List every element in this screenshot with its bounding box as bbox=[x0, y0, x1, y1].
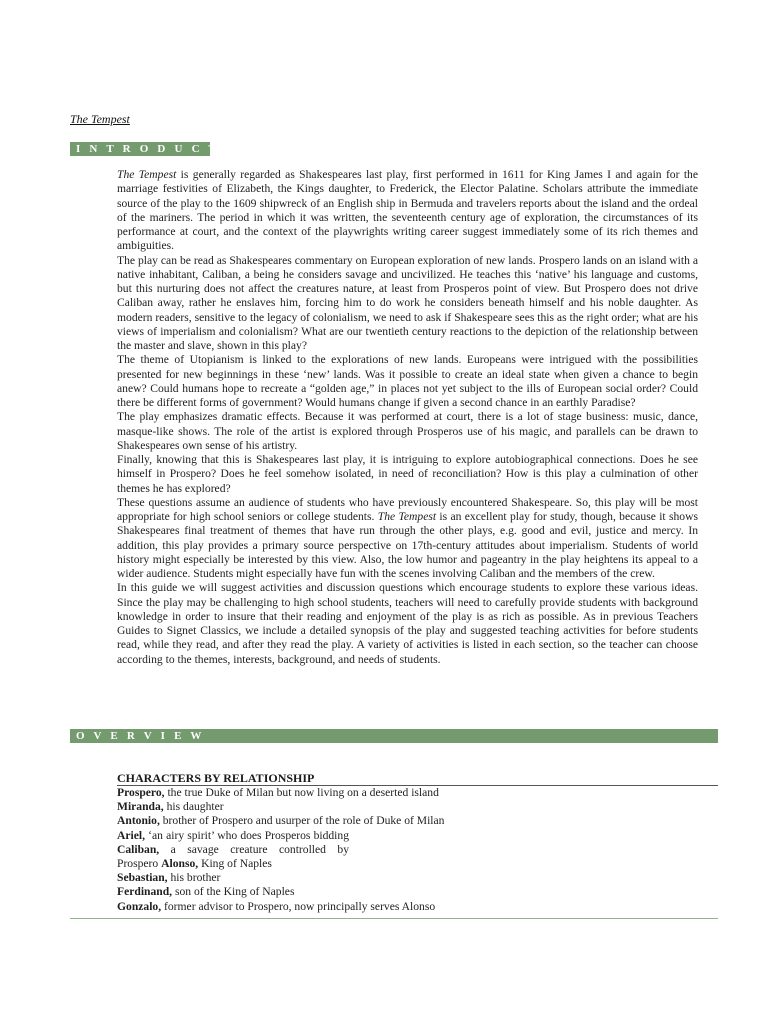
document-title: The Tempest bbox=[70, 112, 130, 126]
character-miranda bbox=[117, 800, 517, 814]
character-description: son of the King of Naples bbox=[172, 885, 295, 899]
character-description: former advisor to Prospero, now principally serves Alonso bbox=[161, 899, 436, 913]
character-name: Sebastian, bbox=[117, 871, 168, 885]
characters-list bbox=[117, 786, 517, 914]
character-description: his daughter bbox=[163, 800, 224, 814]
intro-paragraph-2: The play can be read as Shakespeares commentary on European exploration of new lands. Prospero lands on an island with a native inhabitant, Caliban, a being he considers savage and uncivilized. He teaches this ‘native’ his language and customs, but this nurturing does not affect the creatures nature, at least from Prosperos point of view. But Prospero does not drive Caliban away, rather he enslaves him, forcing him to do work he considers beneath himself and his noble daughter. As modern readers, sensitive to the legacy of colonialism, we need to ask if Shakespeare sees this as the right order; what are his views of imperialism and colonialism? What are our twentieth century reactions to the depiction of the relationship between the master and slave, shown in this play? bbox=[117, 253, 698, 352]
character-name: Alonso, bbox=[161, 857, 199, 871]
character-sebastian bbox=[117, 871, 517, 885]
character-description: the true Duke of Milan but now living on a deserted island bbox=[164, 786, 439, 799]
intro-paragraph-6-text-b: is an excellent play for study, though, because it shows Shakespeares final treatment of themes that have run through the other plays, e.g. good and evil, justice and mercy. In addition, this play provides a primary source perspective on 17th-century attitudes about imperialism. Students of world history might especially be interested by this view. Also, the low humor and pageantry in the play heightens its appeal to a wider audience. Students might especially have fun with the scenes involving Caliban and the members of the crew. bbox=[117, 510, 698, 580]
character-name: Caliban, bbox=[117, 842, 160, 856]
character-name: Antonio, bbox=[117, 814, 160, 828]
play-title-italic: The Tempest bbox=[117, 168, 177, 181]
character-ariel-caliban-alonso bbox=[117, 829, 349, 872]
intro-paragraph-4: The play emphasizes dramatic effects. Because it was performed at court, there is a lot of stage business: music, dance, masque-like shows. The role of the artist is explored through Prosperos use of his magic, and parallels can be drawn to Shakespeares own sense of his artistry. bbox=[117, 410, 698, 452]
intro-paragraph-6-text-a: These questions assume an audience of students who have previously encountered Shakespeare. So, this play will be most appropriate for high school seniors or college students. bbox=[117, 495, 698, 523]
character-description: his brother bbox=[167, 871, 221, 885]
character-description: brother of Prospero and usurper of the role of Duke of Milan bbox=[159, 814, 445, 828]
intro-paragraph-5: Finally, knowing that this is Shakespeares last play, it is intriguing to explore autobiographical connections. Does he see himself in Prospero? Does he feel somehow isolated, in need of reconciliation? How is this play a culmination of other themes he has explored? bbox=[117, 453, 698, 495]
character-name: Miranda, bbox=[117, 800, 164, 814]
introduction-body bbox=[117, 168, 698, 667]
character-description: King of Naples bbox=[198, 857, 272, 871]
character-prospero bbox=[117, 786, 517, 800]
character-name: Ferdinand, bbox=[117, 885, 173, 899]
characters-heading: CHARACTERS BY RELATIONSHIP bbox=[117, 771, 718, 786]
introduction-section-header: I N T R O D U C T I O N bbox=[70, 142, 210, 156]
overview-section-header: O V E R V I E W bbox=[70, 729, 718, 743]
character-name: Gonzalo, bbox=[117, 899, 162, 913]
character-name: Ariel, bbox=[117, 828, 146, 842]
character-description: ‘an airy spirit’ who does Prosperos bidding bbox=[145, 828, 349, 842]
intro-paragraph-6 bbox=[117, 496, 698, 582]
character-name: Prospero, bbox=[117, 786, 165, 799]
page-bottom-rule bbox=[70, 918, 718, 919]
intro-paragraph-3: The theme of Utopianism is linked to the explorations of new lands. Europeans were intrigued with the possibilities presented for new beginnings in these ‘new’ lands. Was it possible to create an ideal state when given a chance to begin anew? Could humans hope to recreate a “golden age,” in places not yet subject to the ills of European social order? Could there be different forms of government? Would humans change if given a second chance in an earthly Paradise? bbox=[117, 353, 698, 409]
intro-paragraph-7: In this guide we will suggest activities and discussion questions which encourage students to explore these various ideas. Since the play may be challenging to high school students, teachers will need to carefully provide students with background knowledge in order to insure that their reading and enjoyment of the play is as rich as possible. As in previous Teachers Guides to Signet Classics, we include a detailed synopsis of the play and suggested teaching activities for before students read, while they read, and after they read the play. A variety of activities is listed in each section, so the teacher can choose according to the themes, interests, background, and needs of students. bbox=[117, 581, 698, 666]
character-description: a savage creature controlled by Prospero bbox=[117, 842, 349, 871]
character-gonzalo bbox=[117, 900, 517, 914]
character-antonio bbox=[117, 814, 517, 828]
intro-paragraph-1 bbox=[117, 168, 698, 254]
play-title-italic: The Tempest bbox=[377, 510, 437, 523]
intro-paragraph-1-text: is generally regarded as Shakespeares last play, first performed in 1611 for King James I and again for the marriage festivities of Elizabeth, the Kings daughter, to Frederick, the Elector Palatine. Scholars attribute the immediate source of the play to the 1609 shipwreck of an English ship in Bermuda and travelers reports about the island and the ordeal of the mariners. The period in which it was written, the seventeenth century age of exploration, the circumstances of its performance at court, and the context of the playwrights writing career suggest immediately some of its rich themes and ambiguities. bbox=[117, 168, 698, 253]
character-ferdinand bbox=[117, 885, 517, 899]
